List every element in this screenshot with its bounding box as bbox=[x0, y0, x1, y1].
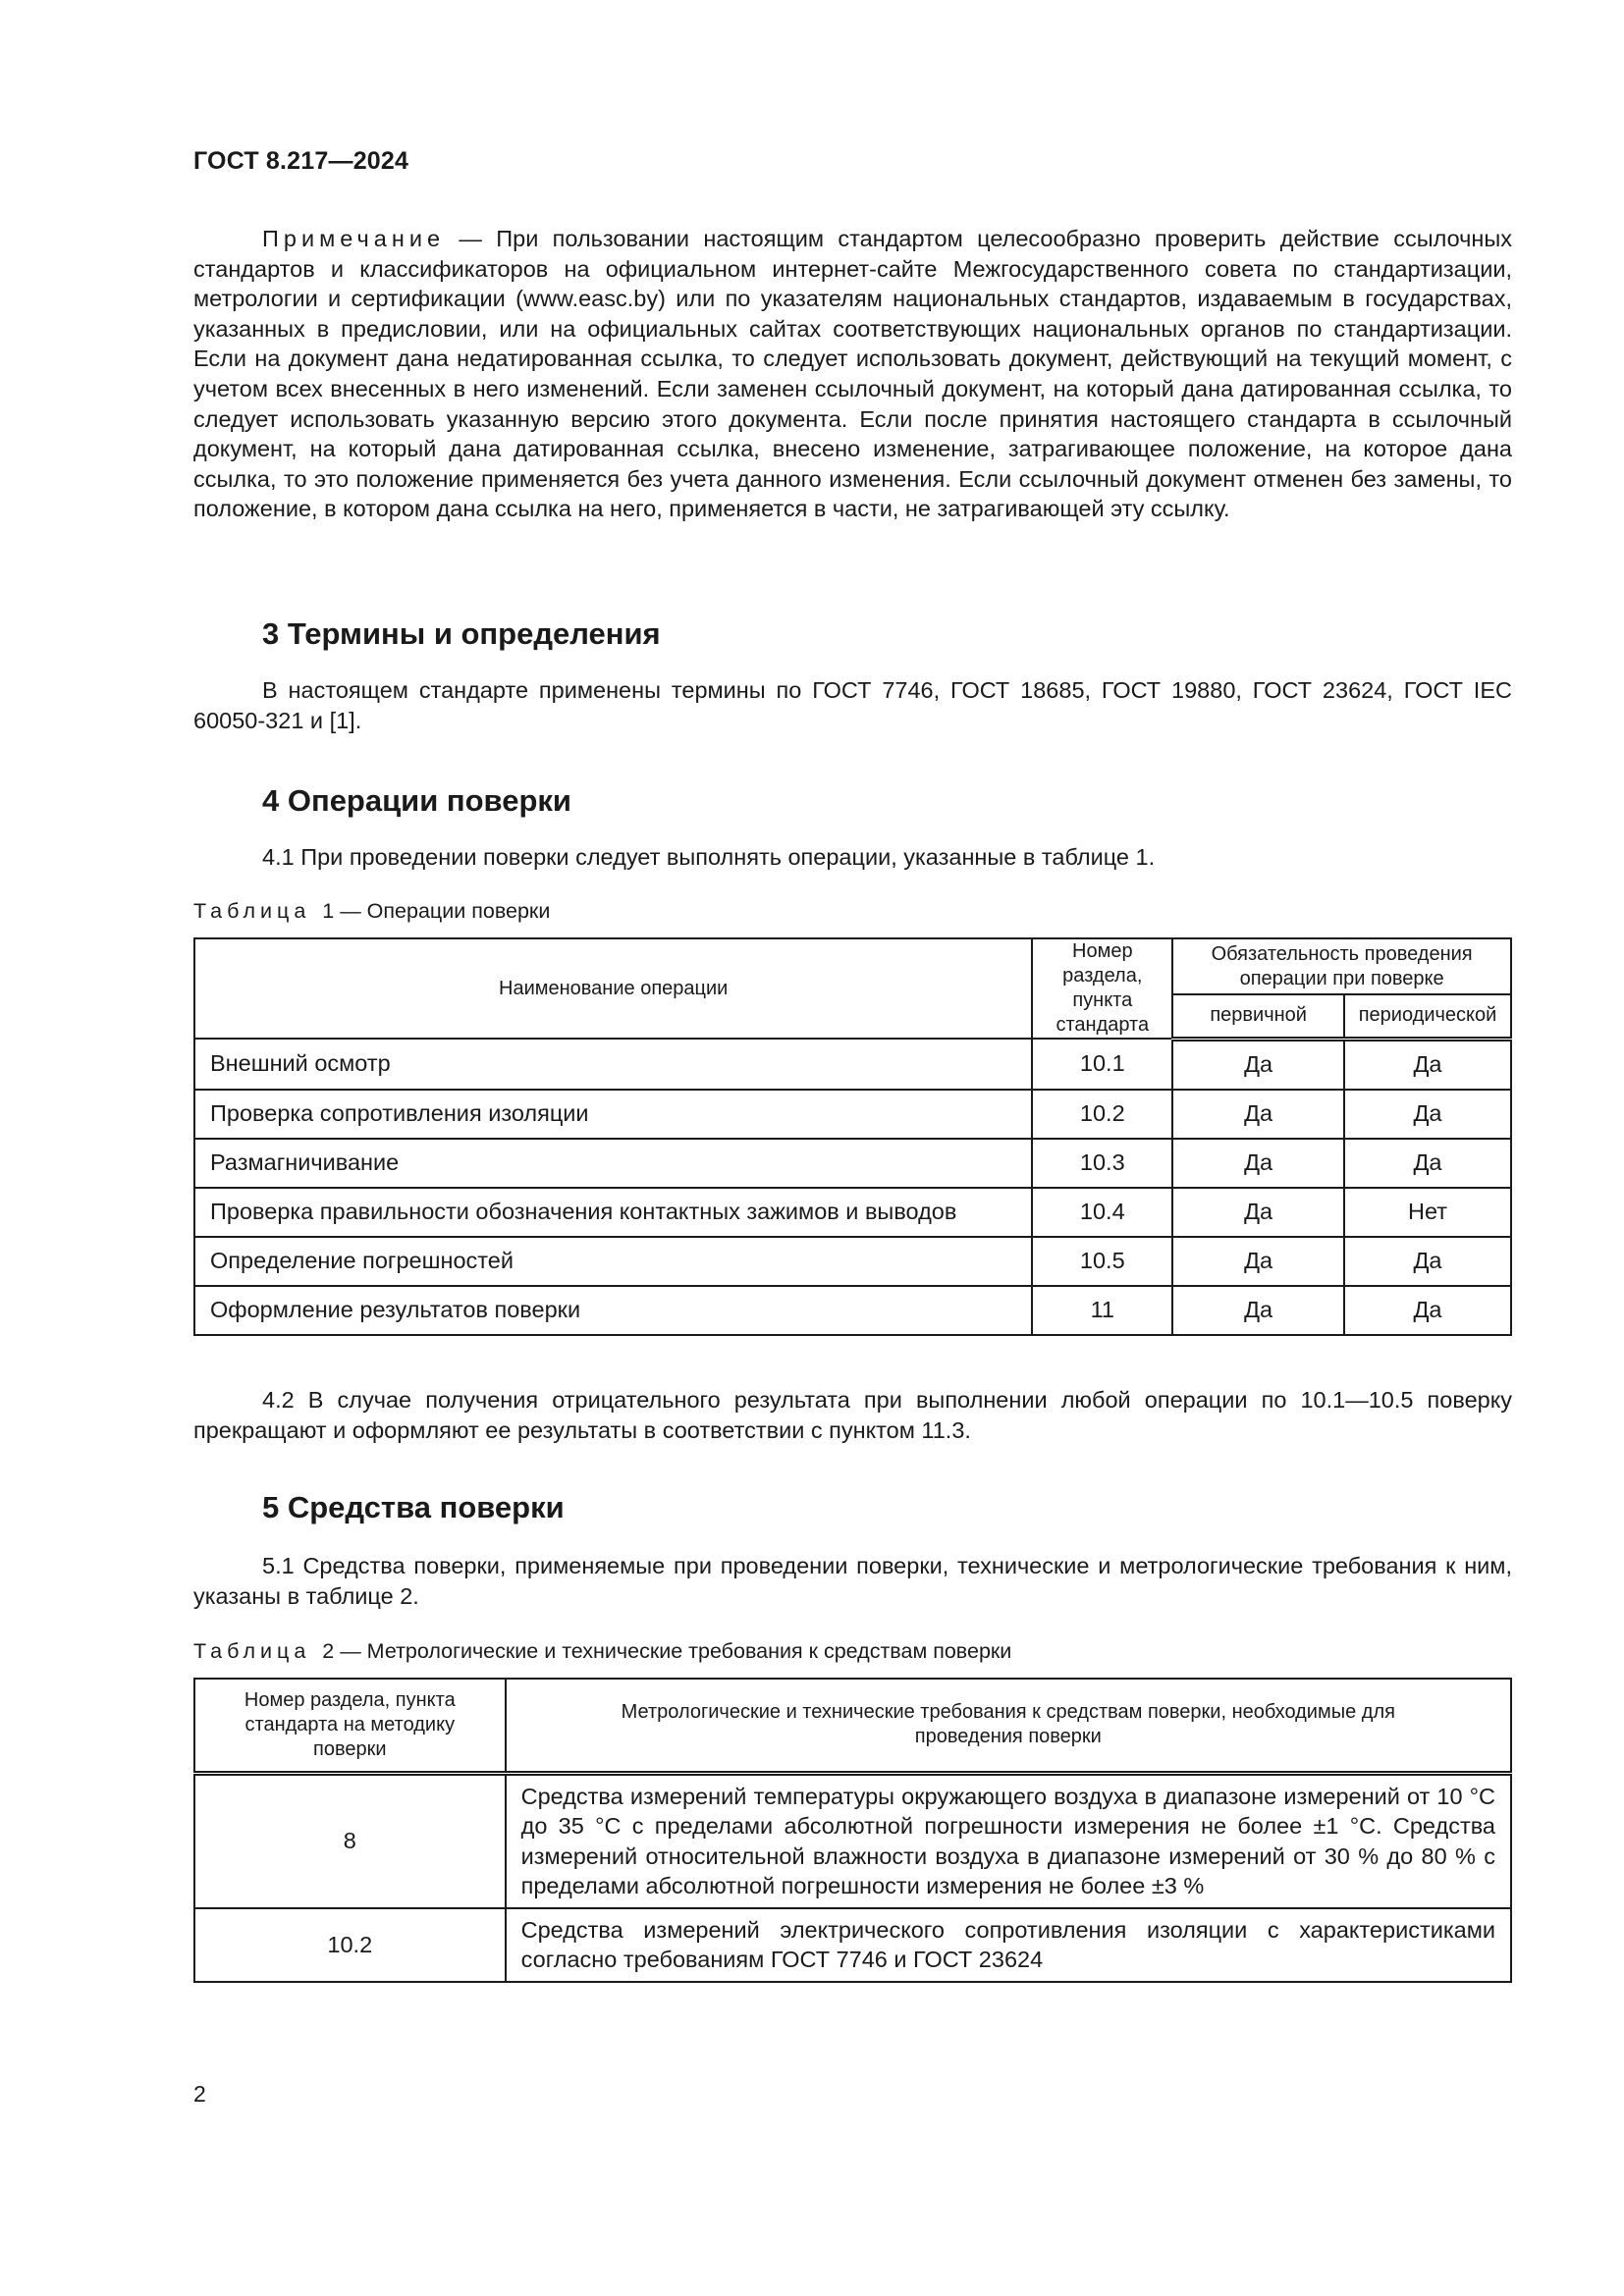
header-mandatory: Обязательность проведения операции при поверке bbox=[1172, 938, 1511, 994]
table-1-operations bbox=[193, 937, 1512, 1336]
periodic-value: Да bbox=[1344, 1237, 1511, 1286]
operation-name: Размагничивание bbox=[194, 1139, 1032, 1188]
requirements-text: Средства измерений температуры окружающего воздуха в диапазоне измерений от 10 °С до 35 °С с пределами абсолютной погрешности измерения не более ±1 °С. Средства измерений относительной влажности воздуха в диапазоне измерений от 30 % до 80 % с пределами абсолютной погрешности измерения не более ±3 % bbox=[506, 1773, 1511, 1908]
table-1-caption bbox=[193, 899, 550, 924]
note-text: — При пользовании настоящим стандартом целесообразно проверить действие ссылочных стандартов и классификаторов на официальном интернет-сайте Межгосударственного совета по стандартизации, метрологии и сертификации (www.easc.by) или по указателям национальных стандартов, издаваемым в государствах, указанных в предисловии, или на официальных сайтах соответствующих национальных органов по стандартизации. Если на документ дана недатированная ссылка, то следует использовать документ, действующий на текущий момент, с учетом всех внесенных в него изменений. Если заменен ссылочный документ, на который дана датированная ссылка, то следует использовать указанную версию этого документа. Если после принятия настоящего стандарта в ссылочный документ, на который дана датированная ссылка, внесено изменение, затрагивающее положение, на которое дана ссылка, то это положение применяется без учета данного изменения. Если ссылочный документ отменен без замены, то положение, в котором дана ссылка на него, применяется в части, не затрагивающей эту ссылку. bbox=[193, 226, 1512, 522]
section-number: 10.5 bbox=[1032, 1237, 1172, 1286]
section-4-2-text: 4.2 В случае получения отрицательного результата при выполнении любой операции по 10.1—10.5 поверку прекращают и оформляют ее результаты в соответствии с пунктом 11.3. bbox=[193, 1387, 1512, 1443]
caption-text: 1 — Операции поверки bbox=[322, 899, 551, 923]
periodic-value: Нет bbox=[1344, 1188, 1511, 1237]
primary-value: Да bbox=[1172, 1237, 1344, 1286]
table-row bbox=[194, 1286, 1511, 1335]
caption-text: 2 — Метрологические и технические требования к средствам поверки bbox=[322, 1639, 1012, 1663]
note-label: Примечание bbox=[262, 226, 446, 251]
section-number: 10.2 bbox=[194, 1908, 506, 1982]
operation-name: Проверка сопротивления изоляции bbox=[194, 1090, 1032, 1139]
header-periodic: периодической bbox=[1344, 994, 1511, 1039]
table-row bbox=[194, 1908, 1511, 1982]
primary-value: Да bbox=[1172, 1139, 1344, 1188]
section-4-1-text: 4.1 При проведении поверки следует выполнять операции, указанные в таблице 1. bbox=[262, 844, 1156, 870]
header-primary: первичной bbox=[1172, 994, 1344, 1039]
operation-name: Проверка правильности обозначения контактных зажимов и выводов bbox=[194, 1188, 1032, 1237]
section-5-heading: 5 Средства поверки bbox=[262, 1490, 565, 1524]
periodic-value: Да bbox=[1344, 1090, 1511, 1139]
table-row bbox=[194, 1139, 1511, 1188]
header-operation-name: Наименование операции bbox=[194, 938, 1032, 1039]
table-row bbox=[194, 1188, 1511, 1237]
primary-value: Да bbox=[1172, 1090, 1344, 1139]
section-3-heading: 3 Термины и определения bbox=[262, 616, 661, 651]
table-row bbox=[194, 1773, 1511, 1908]
header-section-number: Номер раздела, пункта стандарта bbox=[1032, 938, 1172, 1039]
periodic-value: Да bbox=[1344, 1139, 1511, 1188]
document-id: ГОСТ 8.217—2024 bbox=[193, 147, 409, 175]
section-3-text: В настоящем стандарте применены термины по ГОСТ 7746, ГОСТ 18685, ГОСТ 19880, ГОСТ 23624, ГОСТ IEC 60050-321 и [1]. bbox=[193, 677, 1512, 733]
periodic-value: Да bbox=[1344, 1286, 1511, 1335]
header-requirements: Метрологические и технические требования к средствам поверки, необходимые для проведения поверки bbox=[506, 1679, 1511, 1773]
caption-label: Таблица bbox=[193, 1639, 311, 1663]
table-row bbox=[194, 1237, 1511, 1286]
periodic-value: Да bbox=[1344, 1039, 1511, 1090]
header-section-number: Номер раздела, пункта стандарта на методику поверки bbox=[194, 1679, 506, 1773]
primary-value: Да bbox=[1172, 1286, 1344, 1335]
section-number: 8 bbox=[194, 1773, 506, 1908]
section-5-1-text: 5.1 Средства поверки, применяемые при проведении поверки, технические и метрологические требования к ним, указаны в таблице 2. bbox=[193, 1553, 1512, 1609]
requirements-text: Средства измерений электрического сопротивления изоляции с характеристиками согласно требованиям ГОСТ 7746 и ГОСТ 23624 bbox=[506, 1908, 1511, 1982]
caption-label: Таблица bbox=[193, 899, 311, 923]
section-number: 10.2 bbox=[1032, 1090, 1172, 1139]
table-row bbox=[194, 1090, 1511, 1139]
operation-name: Определение погрешностей bbox=[194, 1237, 1032, 1286]
section-number: 10.3 bbox=[1032, 1139, 1172, 1188]
table-row bbox=[194, 1039, 1511, 1090]
operation-name: Внешний осмотр bbox=[194, 1039, 1032, 1090]
section-number: 11 bbox=[1032, 1286, 1172, 1335]
section-number: 10.1 bbox=[1032, 1039, 1172, 1090]
table-2-requirements bbox=[193, 1678, 1512, 1983]
primary-value: Да bbox=[1172, 1188, 1344, 1237]
section-number: 10.4 bbox=[1032, 1188, 1172, 1237]
table-2-caption bbox=[193, 1639, 1011, 1664]
section-4-heading: 4 Операции поверки bbox=[262, 783, 571, 818]
operation-name: Оформление результатов поверки bbox=[194, 1286, 1032, 1335]
reference-note bbox=[193, 224, 1512, 524]
page-number: 2 bbox=[193, 2081, 206, 2107]
primary-value: Да bbox=[1172, 1039, 1344, 1090]
